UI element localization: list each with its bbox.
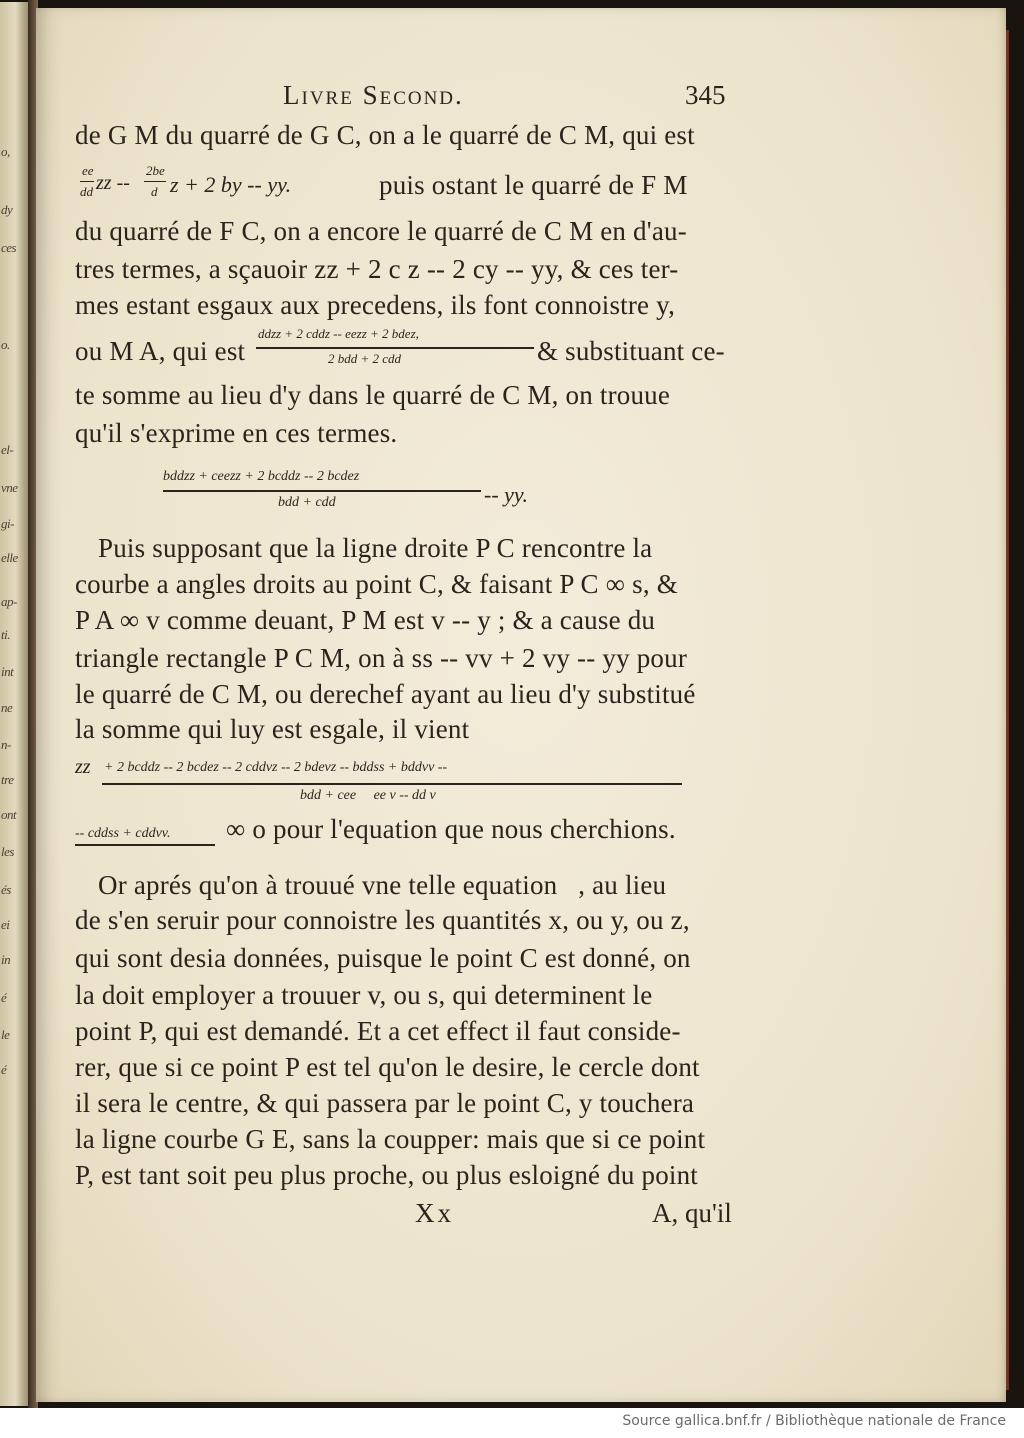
margin-fragment: int — [1, 664, 14, 679]
text-line: la ligne courbe G E, sans la coupper: mais que si ce point — [75, 1124, 706, 1154]
margin-fragment: o, — [1, 144, 10, 159]
catchword: A, qu'il — [652, 1198, 732, 1228]
formula-1-num: bddzz + ceezz + 2 bcddz -- 2 bcdez — [163, 469, 360, 484]
margin-fragment: ces — [1, 240, 17, 255]
text-line: mes estant esgaux aux precedens, ils font connoistre y, — [75, 290, 676, 320]
text-line: P A ∞ v comme deuant, P M est v -- y ; & a cause du — [75, 605, 656, 635]
running-head: Livre Second. — [283, 80, 464, 110]
text-line: Puis supposant que la ligne droite P C rencontre la — [98, 533, 653, 563]
text-line: du quarré de F C, on a encore le quarré de C M en d'au- — [75, 216, 687, 246]
facing-page-edge — [0, 2, 28, 1406]
margin-fragment: ti. — [1, 627, 10, 642]
formula-2-cont: -- cddss + cddvv. — [75, 826, 171, 841]
text-line: il sera le centre, & qui passera par le point C, y touchera — [75, 1088, 695, 1118]
frac2-num: 2be — [146, 163, 165, 178]
formula-2-num: + 2 bcddz -- 2 bcdez -- 2 cddvz -- 2 bdevz -- bddss + bddvv -- — [104, 760, 448, 775]
formula-2-den: bdd + cee ee v -- dd v — [300, 788, 436, 803]
text-line: le quarré de C M, ou derechef ayant au lieu d'y substitué — [75, 679, 696, 709]
margin-fragment: o. — [1, 337, 10, 352]
text-line: qui sont desia données, puisque le point C est donné, on — [75, 943, 691, 973]
formula-2-bar — [102, 783, 682, 785]
text-line: & substituant ce- — [537, 336, 725, 366]
margin-fragment: el- — [1, 442, 14, 457]
formula-1-bar — [163, 490, 481, 492]
frac2-bar — [144, 181, 166, 182]
margin-fragment: elle — [1, 550, 18, 565]
margin-fragment: in — [1, 952, 11, 967]
text-line: te somme au lieu d'y dans le quarré de C M, on trouue — [75, 380, 671, 410]
formula-2-tail: ∞ o pour l'equation que nous cherchions. — [226, 814, 676, 844]
frac-den: dd — [80, 184, 93, 199]
margin-fragment: vne — [1, 480, 18, 495]
text-line: courbe a angles droits au point C, & faisant P C ∞ s, & — [75, 569, 678, 599]
text-line: qu'il s'exprime en ces termes. — [75, 418, 398, 448]
frac2-den: d — [151, 184, 158, 199]
frac-y-den: 2 bdd + 2 cdd — [328, 351, 402, 366]
margin-fragment: le — [1, 1027, 10, 1042]
text-line: la doit employer a trouuer v, ou s, qui determinent le — [75, 980, 653, 1010]
frac-y-bar — [256, 347, 534, 349]
formula-2-cont-underline — [75, 844, 215, 846]
margin-fragment: dy — [1, 202, 13, 217]
expr-rest: z + 2 by -- yy. — [170, 172, 292, 197]
formula-1-tail: -- yy. — [484, 482, 528, 507]
frac-bar — [80, 181, 94, 182]
margin-fragment: n- — [1, 737, 11, 752]
margin-fragment: ei — [1, 917, 10, 932]
margin-fragment: tre — [1, 772, 14, 787]
text-line: ou M A, qui est — [75, 336, 246, 366]
text-line: de G M du quarré de G C, on a le quarré de C M, qui est — [75, 120, 695, 150]
signature-mark: Xx — [415, 1198, 454, 1228]
formula-2-lead: zz — [75, 756, 91, 778]
frac-num: ee — [82, 163, 94, 178]
text-line: triangle rectangle P C M, on à ss -- vv + 2 vy -- yy pour — [75, 643, 688, 673]
margin-fragment: ap- — [1, 594, 17, 609]
text-line: point P, qui est demandé. Et a cet effect il faut conside- — [75, 1016, 681, 1046]
text-line: puis ostant le quarré de F M — [379, 170, 688, 200]
text-line: la somme qui luy est esgale, il vient — [75, 714, 470, 744]
margin-fragment: é — [1, 1062, 7, 1077]
margin-fragment: gi- — [1, 516, 14, 531]
text-line: de s'en seruir pour connoistre les quantités x, ou y, ou z, — [75, 905, 690, 935]
formula-1-den: bdd + cdd — [278, 495, 336, 510]
page-number: 345 — [685, 80, 726, 110]
text-line: rer, que si ce point P est tel qu'on le desire, le cercle dont — [75, 1052, 700, 1082]
source-caption: Source gallica.bnf.fr / Bibliothèque nationale de France — [622, 1413, 1006, 1429]
text-line: tres termes, a sçauoir zz + 2 c z -- 2 cy -- yy, & ces ter- — [75, 254, 679, 284]
margin-fragment: é — [1, 990, 7, 1005]
expr-zz: zz -- — [96, 172, 130, 194]
frac-y-num: ddzz + 2 cddz -- eezz + 2 bdez, — [258, 326, 419, 341]
margin-fragment: les — [1, 844, 14, 859]
text-line: Or aprés qu'on à trouué vne telle equation , au lieu — [98, 870, 667, 900]
margin-fragment: ne — [1, 700, 13, 715]
margin-fragment: és — [1, 882, 11, 897]
margin-fragment: ont — [1, 807, 17, 822]
text-line: P, est tant soit peu plus proche, ou plus esloigné du point — [75, 1160, 699, 1190]
